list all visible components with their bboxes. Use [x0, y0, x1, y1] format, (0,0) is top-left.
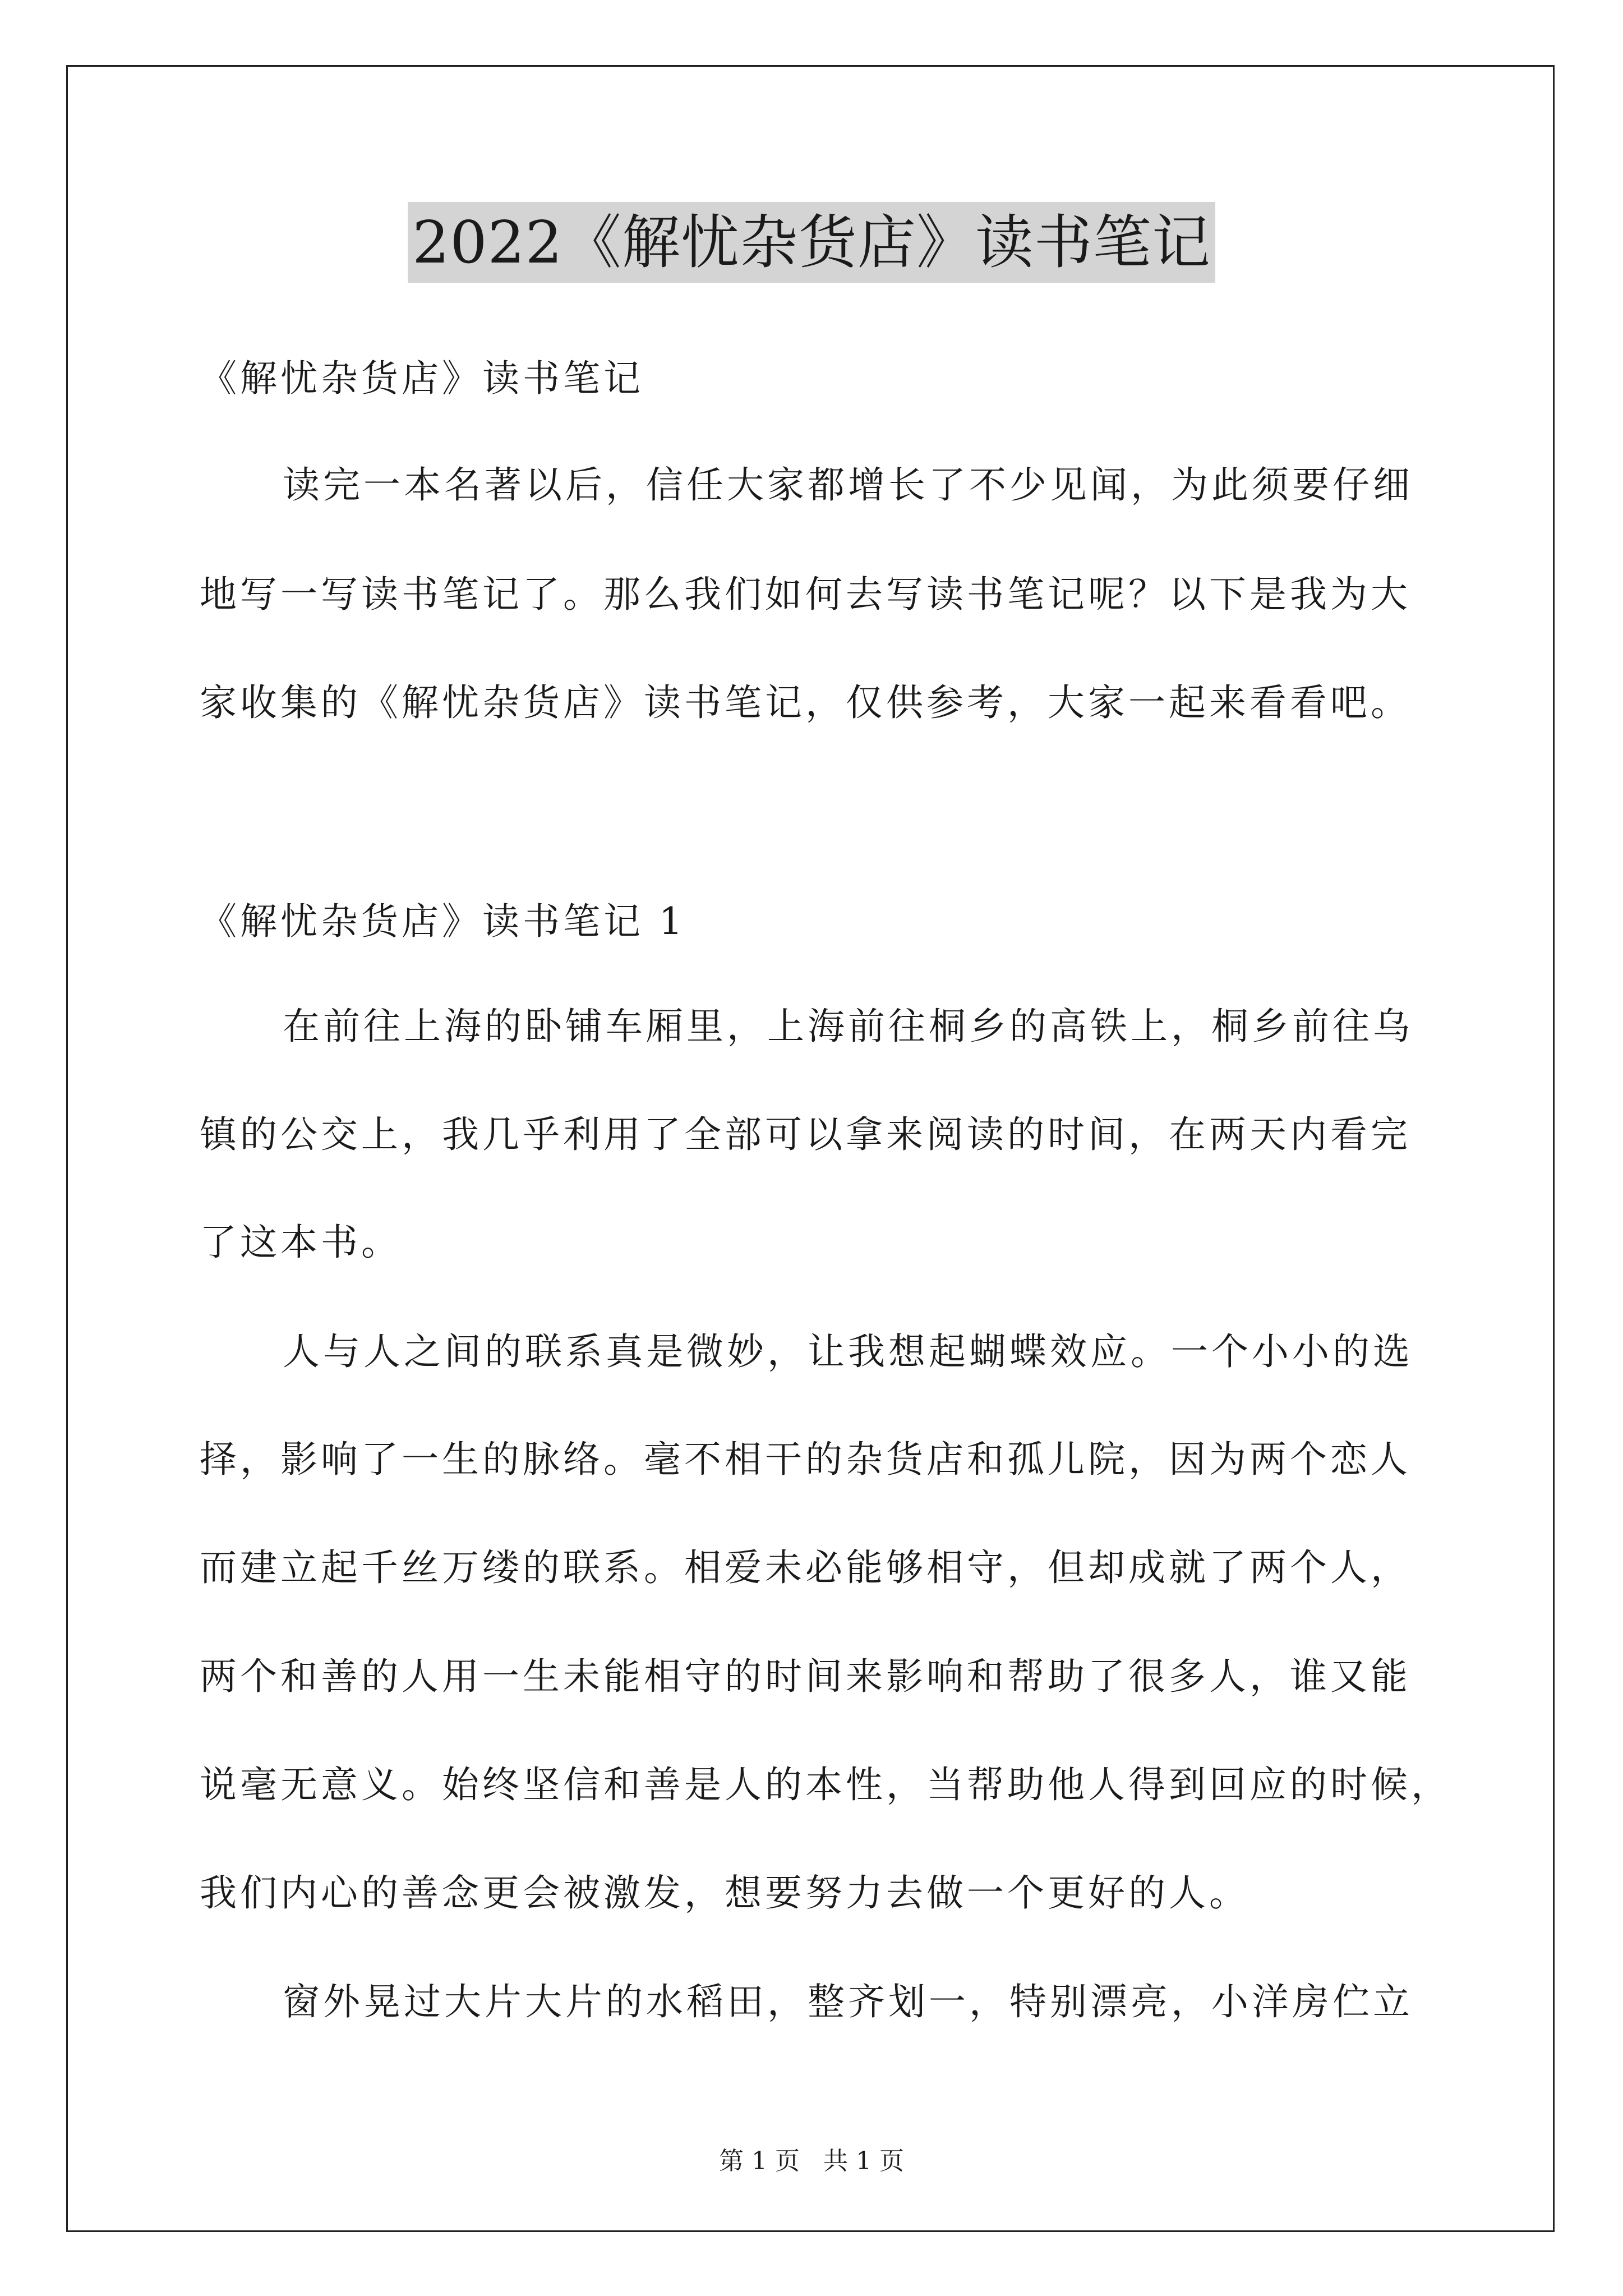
paragraph-line: 在前往上海的卧铺车厢里，上海前往桐乡的高铁上，桐乡前往乌 — [283, 1005, 1413, 1048]
paragraph-line: 两个和善的人用一生未能相守的时间来影响和帮助了很多人，谁又能 — [200, 1655, 1411, 1698]
intro-line: 地写一写读书笔记了。那么我们如何去写读书笔记呢？以下是我为大 — [200, 573, 1411, 616]
document-title: 2022《解忧杂货店》读书笔记 — [408, 202, 1215, 283]
page-footer: 第 1 页 共 1 页 — [719, 2147, 904, 2175]
paragraph-line: 窗外晃过大片大片的水稻田，整齐划一，特别漂亮，小洋房伫立 — [283, 1980, 1413, 2023]
subtitle: 《解忧杂货店》读书笔记 — [200, 357, 644, 400]
paragraph-line: 而建立起千丝万缕的联系。相爱未必能够相守，但却成就了两个人， — [200, 1546, 1411, 1589]
paragraph-line: 镇的公交上，我几乎利用了全部可以拿来阅读的时间，在两天内看完 — [200, 1113, 1411, 1156]
paragraph-line: 我们内心的善念更会被激发，想要努力去做一个更好的人。 — [200, 1871, 1249, 1915]
title-container — [0, 202, 1623, 283]
intro-line: 家收集的《解忧杂货店》读书笔记，仅供参考，大家一起来看看吧。 — [200, 681, 1411, 724]
section-heading: 《解忧杂货店》读书笔记 1 — [200, 900, 686, 943]
intro-line: 读完一本名著以后，信任大家都增长了不少见闻，为此须要仔细 — [283, 463, 1413, 507]
paragraph-line: 人与人之间的联系真是微妙，让我想起蝴蝶效应。一个小小的选 — [283, 1330, 1413, 1373]
paragraph-line: 说毫无意义。始终坚信和善是人的本性，当帮助他人得到回应的时候， — [200, 1763, 1451, 1806]
paragraph-line: 择，影响了一生的脉络。毫不相干的杂货店和孤儿院，因为两个恋人 — [200, 1438, 1411, 1481]
paragraph-line: 了这本书。 — [200, 1221, 402, 1264]
